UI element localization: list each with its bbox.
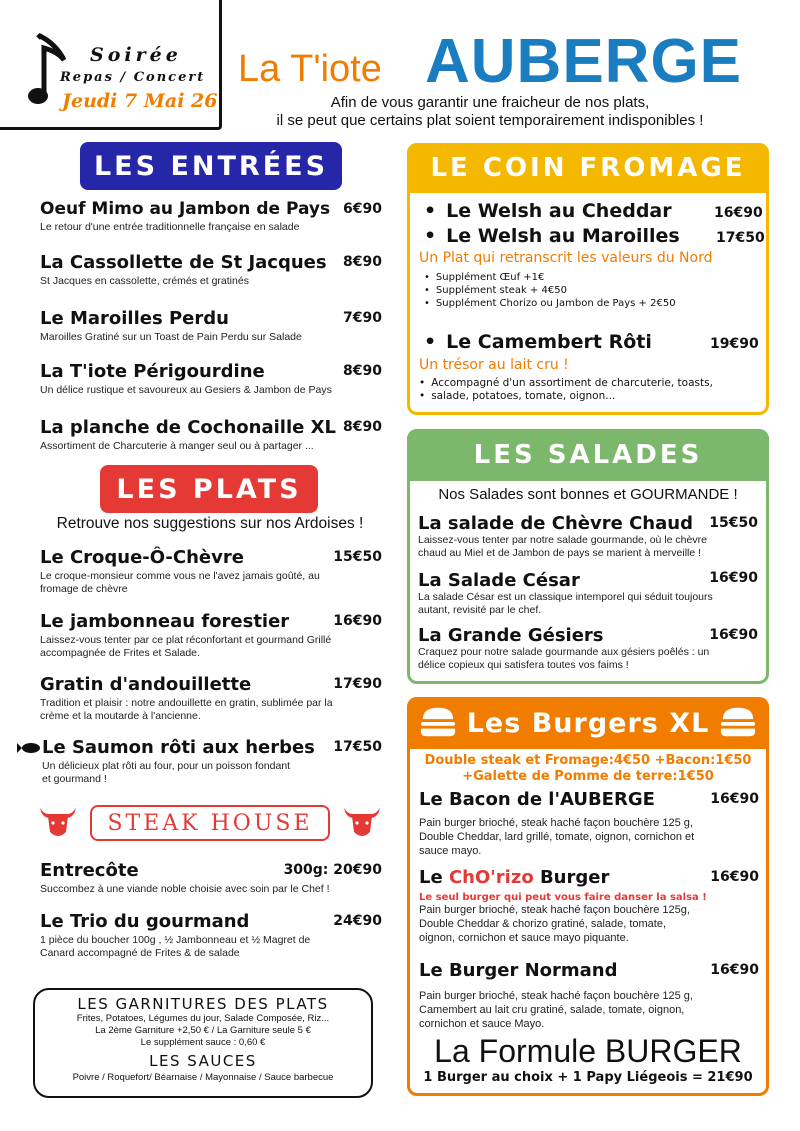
burger-icon bbox=[419, 705, 457, 739]
plat-desc bbox=[40, 570, 382, 596]
plat-item bbox=[40, 674, 382, 723]
event-line-1: Soirée bbox=[90, 44, 182, 66]
plat-desc-line: fromage de chèvre bbox=[40, 583, 128, 595]
entree-item bbox=[40, 252, 382, 288]
formule-desc: 1 Burger au choix + 1 Papy Liégeois = 21€90 bbox=[423, 1070, 753, 1085]
salades-title: LES SALADES bbox=[473, 440, 703, 470]
camembert-desc-line: • salade, potatoes, tomate, oignon... bbox=[419, 390, 713, 403]
garnitures-line: Le supplément sauce : 0,60 € bbox=[140, 1037, 266, 1048]
entree-desc: Maroilles Gratiné sur un Toast de Pain Perdu sur Salade bbox=[40, 331, 302, 343]
steak-item bbox=[40, 860, 382, 896]
salade-item bbox=[418, 513, 760, 560]
burger-name-highlight: ChO'rizo bbox=[448, 867, 534, 888]
steak-desc-line: 1 pièce du boucher 100g , ½ Jambonneau et ½ Magret de bbox=[40, 934, 311, 946]
burger-options-line: Double steak et Fromage:4€50 +Bacon:1€50 bbox=[424, 753, 752, 768]
burger-desc bbox=[419, 903, 759, 945]
burger-name: Le Bacon de l'AUBERGE bbox=[419, 789, 655, 810]
entree-price: 8€90 bbox=[343, 254, 382, 270]
salade-desc-line: Laissez-vous tenter par notre salade gourmande, où le chèvre bbox=[418, 534, 707, 546]
garnitures-line: Frites, Potatoes, Légumes du jour, Salade Composée, Riz... bbox=[76, 1013, 330, 1024]
plat-desc-line: Laissez-vous tenter par ce plat réconfortant et gourmand Grillé bbox=[40, 634, 332, 646]
salade-name: La Grande Gésiers bbox=[418, 625, 604, 646]
steak-item bbox=[40, 911, 382, 960]
plat-desc bbox=[42, 760, 382, 786]
supplement-item: • Supplément steak + 4€50 bbox=[424, 284, 676, 297]
steak-price: 24€90 bbox=[333, 913, 382, 929]
fromage-item-name: • Le Camembert Rôti bbox=[424, 331, 652, 353]
burgers-title: Les Burgers XL bbox=[466, 707, 710, 739]
burger-name: Le Burger Normand bbox=[419, 960, 618, 981]
salade-desc-line: autant, revisité par le chef. bbox=[418, 604, 542, 616]
plats-intro: Retrouve nos suggestions sur nos Ardoises ! bbox=[56, 515, 364, 532]
fromage-item-name: • Le Welsh au Cheddar bbox=[424, 200, 672, 222]
plat-desc-line: accompagnée de Frites et Salade. bbox=[40, 647, 200, 659]
salade-desc-line: chaud au Miel et de Jambon de pays se marient à merveille ! bbox=[418, 547, 702, 559]
entree-price: 7€90 bbox=[343, 310, 382, 326]
event-line-2: Repas / Concert bbox=[60, 70, 206, 85]
salade-desc bbox=[418, 646, 760, 672]
fromage-item-name: • Le Welsh au Maroilles bbox=[424, 225, 680, 247]
plat-name: Gratin d'andouillette bbox=[40, 674, 252, 695]
title-small: La T'iote bbox=[238, 48, 382, 90]
title-big: AUBERGE bbox=[425, 27, 743, 96]
steak-desc-line: Canard accompagné de Frites & de salade bbox=[40, 947, 240, 959]
burger-desc bbox=[419, 816, 759, 858]
entree-item bbox=[40, 361, 382, 397]
burger-name-part: Burger bbox=[533, 867, 610, 888]
bull-icon bbox=[342, 806, 382, 840]
burger-desc-line: Double Cheddar & chorizo gratiné, salade, tomate, bbox=[419, 918, 667, 930]
formule-title: La Formule BURGER bbox=[434, 1033, 742, 1069]
plat-price: 15€50 bbox=[333, 549, 382, 565]
sauces-list: Poivre / Roquefort/ Béarnaise / Mayonnaise / Sauce barbecue bbox=[72, 1072, 334, 1083]
burger-price: 16€90 bbox=[710, 962, 759, 978]
salade-name: La salade de Chèvre Chaud bbox=[418, 513, 693, 534]
plat-price: 16€90 bbox=[333, 613, 382, 629]
burger-price: 16€90 bbox=[710, 869, 759, 885]
burgers-banner bbox=[407, 697, 769, 749]
entree-name: Le Maroilles Perdu bbox=[40, 308, 229, 329]
fromage-item-price: 16€90 bbox=[714, 205, 763, 221]
entree-name: La planche de Cochonaille XL bbox=[40, 417, 336, 438]
garnitures-box bbox=[33, 988, 373, 1098]
burger-options-line: +Galette de Pomme de terre:1€50 bbox=[462, 769, 714, 784]
plat-name: Le Croque-Ô-Chèvre bbox=[40, 547, 244, 568]
plat-desc-line: Un délicieux plat rôti au four, pour un poisson fondant bbox=[42, 760, 291, 772]
entree-item bbox=[40, 308, 382, 344]
subtitle-line-1: Afin de vous garantir une fraicheur de nos plats, bbox=[330, 94, 650, 111]
camembert-desc-line: • Accompagné d'un assortiment de charcuterie, toasts, bbox=[419, 377, 713, 390]
plat-desc-line: Tradition et plaisir : notre andouillette en gratin, sublimée par la bbox=[40, 697, 333, 709]
fromage-title: LE COIN FROMAGE bbox=[430, 153, 746, 183]
salade-price: 16€90 bbox=[709, 627, 758, 643]
garnitures-title: LES GARNITURES DES PLATS bbox=[77, 995, 329, 1013]
steak-house-banner bbox=[90, 805, 330, 841]
plat-item bbox=[40, 547, 382, 596]
burger-tagline: Le seul burger qui peut vous faire danser la salsa ! bbox=[419, 892, 707, 903]
steak-house-title: STEAK HOUSE bbox=[107, 810, 313, 836]
burger-price: 16€90 bbox=[710, 791, 759, 807]
plat-desc bbox=[40, 634, 382, 660]
burger-name bbox=[419, 867, 759, 888]
plats-title: LES PLATS bbox=[116, 473, 302, 505]
supplement-item: • Supplément Œuf +1€ bbox=[424, 271, 676, 284]
entree-price: 8€90 bbox=[343, 363, 382, 379]
plats-banner bbox=[100, 465, 318, 513]
burger-desc-line: Camembert au lait cru gratiné, salade, tomate, oignon, bbox=[419, 1004, 685, 1016]
salade-desc bbox=[418, 591, 760, 617]
event-date: Jeudi 7 Mai 26 bbox=[62, 90, 218, 112]
sauces-title: LES SAUCES bbox=[149, 1052, 257, 1070]
burger-item bbox=[419, 960, 759, 1031]
plat-item bbox=[40, 611, 382, 660]
salades-banner bbox=[407, 429, 769, 481]
salade-price: 15€50 bbox=[709, 515, 758, 531]
salade-name: La Salade César bbox=[418, 570, 580, 591]
steak-name: Entrecôte bbox=[40, 860, 139, 881]
salade-desc bbox=[418, 534, 760, 560]
entree-price: 6€90 bbox=[343, 201, 382, 217]
plat-name: Le jambonneau forestier bbox=[40, 611, 290, 632]
plat-desc-line: Le croque-monsieur comme vous ne l'avez jamais goûté, au bbox=[40, 570, 320, 582]
burger-desc-line: Pain burger brioché, steak haché façon bouchère 125 g, bbox=[419, 990, 693, 1002]
salade-price: 16€90 bbox=[709, 570, 758, 586]
plat-desc bbox=[40, 697, 382, 723]
entree-desc: Assortiment de Charcuterie à manger seul ou à partager ... bbox=[40, 440, 314, 452]
subtitle-line-2: il se peut que certains plat soient temporairement indisponibles ! bbox=[276, 112, 704, 129]
garnitures-line: La 2ème Garniture +2,50 € / La Garniture seule 5 € bbox=[95, 1025, 311, 1036]
salade-desc-line: délice copieux qui satisfera toutes vos faims ! bbox=[418, 659, 629, 671]
bull-icon bbox=[38, 806, 78, 840]
burger-icon bbox=[719, 705, 757, 739]
fromage-banner bbox=[407, 143, 769, 193]
fromage-tresor-tagline: Un trésor au lait cru ! bbox=[419, 357, 569, 373]
plat-item bbox=[42, 737, 382, 786]
fromage-item-price: 19€90 bbox=[710, 336, 759, 352]
fromage-item-price: 17€50 bbox=[716, 230, 765, 246]
burger-desc-line: oignon, cornichon et sauce mayo piquante. bbox=[419, 932, 629, 944]
fromage-supplements bbox=[424, 271, 676, 310]
subtitle bbox=[240, 94, 740, 130]
burger-desc-line: Double Cheddar, lard grillé, tomate, oignon, cornichon et bbox=[419, 831, 695, 843]
entrees-banner bbox=[80, 142, 342, 190]
entree-desc: St Jacques en cassolette, crémés et gratinés bbox=[40, 275, 249, 287]
salade-item bbox=[418, 625, 760, 672]
fish-icon bbox=[17, 742, 41, 754]
salade-item bbox=[418, 570, 760, 617]
entree-name: Oeuf Mimo au Jambon de Pays bbox=[40, 199, 331, 219]
fromage-nord-tagline: Un Plat qui retranscrit les valeurs du Nord bbox=[419, 250, 713, 266]
entree-name: La Cassollette de St Jacques bbox=[40, 252, 327, 273]
entree-desc: Le retour d'une entrée traditionnelle française en salade bbox=[40, 221, 300, 233]
burger-name-part: Le bbox=[419, 867, 449, 888]
entree-price: 8€90 bbox=[343, 419, 382, 435]
steak-price: 300g: 20€90 bbox=[283, 862, 382, 878]
burger-item bbox=[419, 867, 759, 945]
steak-desc: Succombez à une viande noble choisie avec soin par le Chef ! bbox=[40, 883, 330, 895]
burger-desc-line: cornichon et sauce Mayo. bbox=[419, 1018, 545, 1030]
plat-desc-line: et gourmand ! bbox=[42, 773, 107, 785]
salade-desc-line: Craquez pour notre salade gourmande aux gésiers poêlés : un bbox=[418, 646, 710, 658]
plat-desc-line: crème et la moutarde à l'ancienne. bbox=[40, 710, 201, 722]
event-box bbox=[0, 0, 222, 130]
camembert-desc bbox=[419, 377, 713, 403]
burger-desc-line: sauce mayo. bbox=[419, 845, 482, 857]
burger-options bbox=[407, 753, 769, 785]
entree-item bbox=[40, 199, 382, 234]
burger-desc-line: Pain burger brioché, steak haché façon bouchère 125g, bbox=[419, 904, 690, 916]
salade-desc-line: La salade César est un classique intemporel qui séduit toujours bbox=[418, 591, 713, 603]
entree-name: La T'iote Périgourdine bbox=[40, 361, 265, 382]
plat-name: Le Saumon rôti aux herbes bbox=[42, 737, 315, 758]
plat-price: 17€90 bbox=[333, 676, 382, 692]
burger-desc-line: Pain burger brioché, steak haché façon bouchère 125 g, bbox=[419, 817, 693, 829]
entree-item bbox=[40, 417, 382, 453]
burger-desc bbox=[419, 989, 759, 1031]
salades-intro: Nos Salades sont bonnes et GOURMANDE ! bbox=[438, 486, 738, 503]
entrees-title: LES ENTRÉES bbox=[93, 150, 329, 182]
burger-item bbox=[419, 789, 759, 858]
steak-desc bbox=[40, 934, 382, 960]
steak-name: Le Trio du gourmand bbox=[40, 911, 250, 932]
supplement-item: • Supplément Chorizo ou Jambon de Pays + 2€50 bbox=[424, 297, 676, 310]
plat-price: 17€50 bbox=[333, 739, 382, 755]
entree-desc: Un délice rustique et savoureux au Gesiers & Jambon de Pays bbox=[40, 384, 332, 396]
